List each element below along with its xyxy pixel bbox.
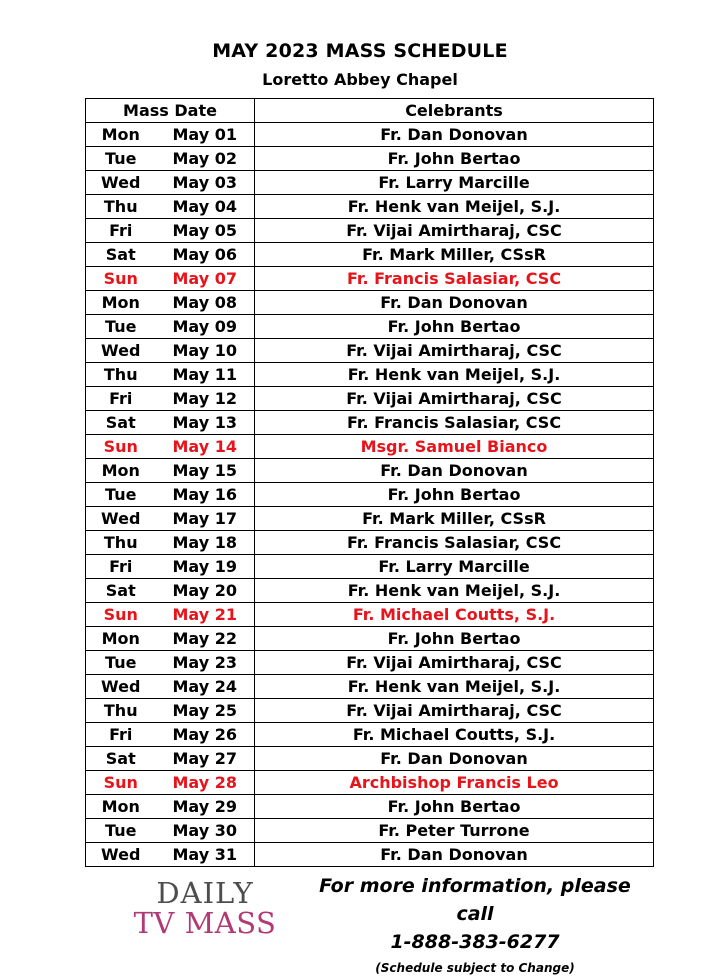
logo-line-2: TV MASS	[133, 906, 277, 940]
row-date: May 10	[156, 339, 255, 363]
table-row	[86, 507, 654, 531]
row-date: May 18	[156, 531, 255, 555]
logo-line-1: DAILY	[156, 876, 254, 910]
row-date: May 22	[156, 627, 255, 651]
table-row	[86, 603, 654, 627]
row-celebrant: Fr. Dan Donovan	[255, 747, 654, 771]
table-row	[86, 435, 654, 459]
schedule-note: (Schedule subject to Change)	[375, 961, 575, 975]
row-celebrant: Fr. John Bertao	[255, 627, 654, 651]
row-day: Fri	[86, 219, 156, 243]
table-row	[86, 771, 654, 795]
row-day: Fri	[86, 387, 156, 411]
row-celebrant: Archbishop Francis Leo	[255, 771, 654, 795]
call-text: For more information, please call	[319, 875, 631, 925]
table-row	[86, 195, 654, 219]
table-row	[86, 651, 654, 675]
row-celebrant: Fr. Francis Salasiar, CSC	[255, 411, 654, 435]
table-row	[86, 219, 654, 243]
row-day: Thu	[86, 531, 156, 555]
table-row	[86, 171, 654, 195]
row-celebrant: Fr. Francis Salasiar, CSC	[255, 531, 654, 555]
row-celebrant: Fr. Vijai Amirtharaj, CSC	[255, 651, 654, 675]
row-celebrant: Fr. Dan Donovan	[255, 291, 654, 315]
row-date: May 06	[156, 243, 255, 267]
contact-info	[305, 872, 645, 978]
row-celebrant: Fr. Francis Salasiar, CSC	[255, 267, 654, 291]
table-row	[86, 819, 654, 843]
row-day: Thu	[86, 699, 156, 723]
page-title: MAY 2023 MASS SCHEDULE	[212, 40, 508, 62]
row-date: May 08	[156, 291, 255, 315]
row-day: Sun	[86, 771, 156, 795]
row-date: May 16	[156, 483, 255, 507]
row-celebrant: Fr. Henk van Meijel, S.J.	[255, 675, 654, 699]
row-day: Tue	[86, 819, 156, 843]
row-celebrant: Fr. John Bertao	[255, 147, 654, 171]
table-row	[86, 363, 654, 387]
phone-number: 1-888-383-6277	[390, 931, 560, 953]
row-day: Tue	[86, 147, 156, 171]
table-row	[86, 795, 654, 819]
row-celebrant: Fr. Larry Marcille	[255, 555, 654, 579]
table-row	[86, 843, 654, 867]
row-celebrant: Fr. Mark Miller, CSsR	[255, 507, 654, 531]
row-date: May 15	[156, 459, 255, 483]
row-date: May 02	[156, 147, 255, 171]
row-date: May 25	[156, 699, 255, 723]
row-date: May 30	[156, 819, 255, 843]
table-row	[86, 675, 654, 699]
row-celebrant: Fr. Vijai Amirtharaj, CSC	[255, 387, 654, 411]
row-day: Fri	[86, 555, 156, 579]
row-date: May 29	[156, 795, 255, 819]
row-date: May 11	[156, 363, 255, 387]
row-day: Sun	[86, 435, 156, 459]
schedule-body	[86, 123, 654, 867]
page-subtitle: Loretto Abbey Chapel	[262, 70, 458, 89]
row-celebrant: Fr. Larry Marcille	[255, 171, 654, 195]
table-row	[86, 339, 654, 363]
table-row	[86, 555, 654, 579]
row-day: Wed	[86, 507, 156, 531]
row-date: May 12	[156, 387, 255, 411]
row-date: May 28	[156, 771, 255, 795]
row-day: Mon	[86, 291, 156, 315]
row-day: Tue	[86, 315, 156, 339]
row-date: May 07	[156, 267, 255, 291]
row-day: Thu	[86, 363, 156, 387]
row-day: Mon	[86, 123, 156, 147]
table-row	[86, 483, 654, 507]
row-date: May 21	[156, 603, 255, 627]
row-date: May 24	[156, 675, 255, 699]
row-celebrant: Fr. Henk van Meijel, S.J.	[255, 363, 654, 387]
row-day: Sat	[86, 579, 156, 603]
table-row	[86, 747, 654, 771]
row-day: Wed	[86, 843, 156, 867]
row-celebrant: Fr. Michael Coutts, S.J.	[255, 603, 654, 627]
table-row	[86, 699, 654, 723]
row-celebrant: Fr. Dan Donovan	[255, 123, 654, 147]
row-day: Mon	[86, 627, 156, 651]
header-celebrants: Celebrants	[255, 99, 654, 123]
table-row	[86, 459, 654, 483]
table-row	[86, 531, 654, 555]
row-day: Mon	[86, 459, 156, 483]
row-celebrant: Fr. John Bertao	[255, 315, 654, 339]
row-day: Sat	[86, 411, 156, 435]
table-row	[86, 579, 654, 603]
table-row	[86, 627, 654, 651]
row-day: Sun	[86, 603, 156, 627]
row-day: Wed	[86, 339, 156, 363]
row-date: May 14	[156, 435, 255, 459]
row-day: Mon	[86, 795, 156, 819]
row-celebrant: Fr. Vijai Amirtharaj, CSC	[255, 699, 654, 723]
row-date: May 09	[156, 315, 255, 339]
row-day: Sat	[86, 243, 156, 267]
row-celebrant: Fr. Vijai Amirtharaj, CSC	[255, 339, 654, 363]
daily-tv-mass-logo	[125, 878, 285, 938]
row-celebrant: Fr. Dan Donovan	[255, 459, 654, 483]
table-row	[86, 123, 654, 147]
table-row	[86, 387, 654, 411]
row-day: Fri	[86, 723, 156, 747]
row-day: Sat	[86, 747, 156, 771]
table-header-row	[86, 99, 654, 123]
row-date: May 23	[156, 651, 255, 675]
row-day: Thu	[86, 195, 156, 219]
table-row	[86, 243, 654, 267]
table-row	[86, 723, 654, 747]
row-celebrant: Fr. John Bertao	[255, 795, 654, 819]
row-celebrant: Fr. Vijai Amirtharaj, CSC	[255, 219, 654, 243]
row-celebrant: Fr. Mark Miller, CSsR	[255, 243, 654, 267]
row-date: May 05	[156, 219, 255, 243]
row-celebrant: Fr. Henk van Meijel, S.J.	[255, 195, 654, 219]
table-row	[86, 291, 654, 315]
row-date: May 03	[156, 171, 255, 195]
row-celebrant: Fr. Dan Donovan	[255, 843, 654, 867]
table-row	[86, 147, 654, 171]
row-day: Tue	[86, 483, 156, 507]
row-day: Sun	[86, 267, 156, 291]
row-day: Tue	[86, 651, 156, 675]
header-mass-date: Mass Date	[86, 99, 255, 123]
table-row	[86, 315, 654, 339]
row-date: May 04	[156, 195, 255, 219]
schedule-table	[85, 98, 654, 867]
row-date: May 01	[156, 123, 255, 147]
table-row	[86, 411, 654, 435]
row-celebrant: Fr. John Bertao	[255, 483, 654, 507]
row-date: May 20	[156, 579, 255, 603]
row-date: May 27	[156, 747, 255, 771]
row-celebrant: Fr. Michael Coutts, S.J.	[255, 723, 654, 747]
row-celebrant: Fr. Henk van Meijel, S.J.	[255, 579, 654, 603]
row-day: Wed	[86, 171, 156, 195]
row-date: May 31	[156, 843, 255, 867]
row-date: May 13	[156, 411, 255, 435]
row-date: May 26	[156, 723, 255, 747]
row-date: May 17	[156, 507, 255, 531]
row-day: Wed	[86, 675, 156, 699]
row-celebrant: Msgr. Samuel Bianco	[255, 435, 654, 459]
row-date: May 19	[156, 555, 255, 579]
row-celebrant: Fr. Peter Turrone	[255, 819, 654, 843]
table-row	[86, 267, 654, 291]
